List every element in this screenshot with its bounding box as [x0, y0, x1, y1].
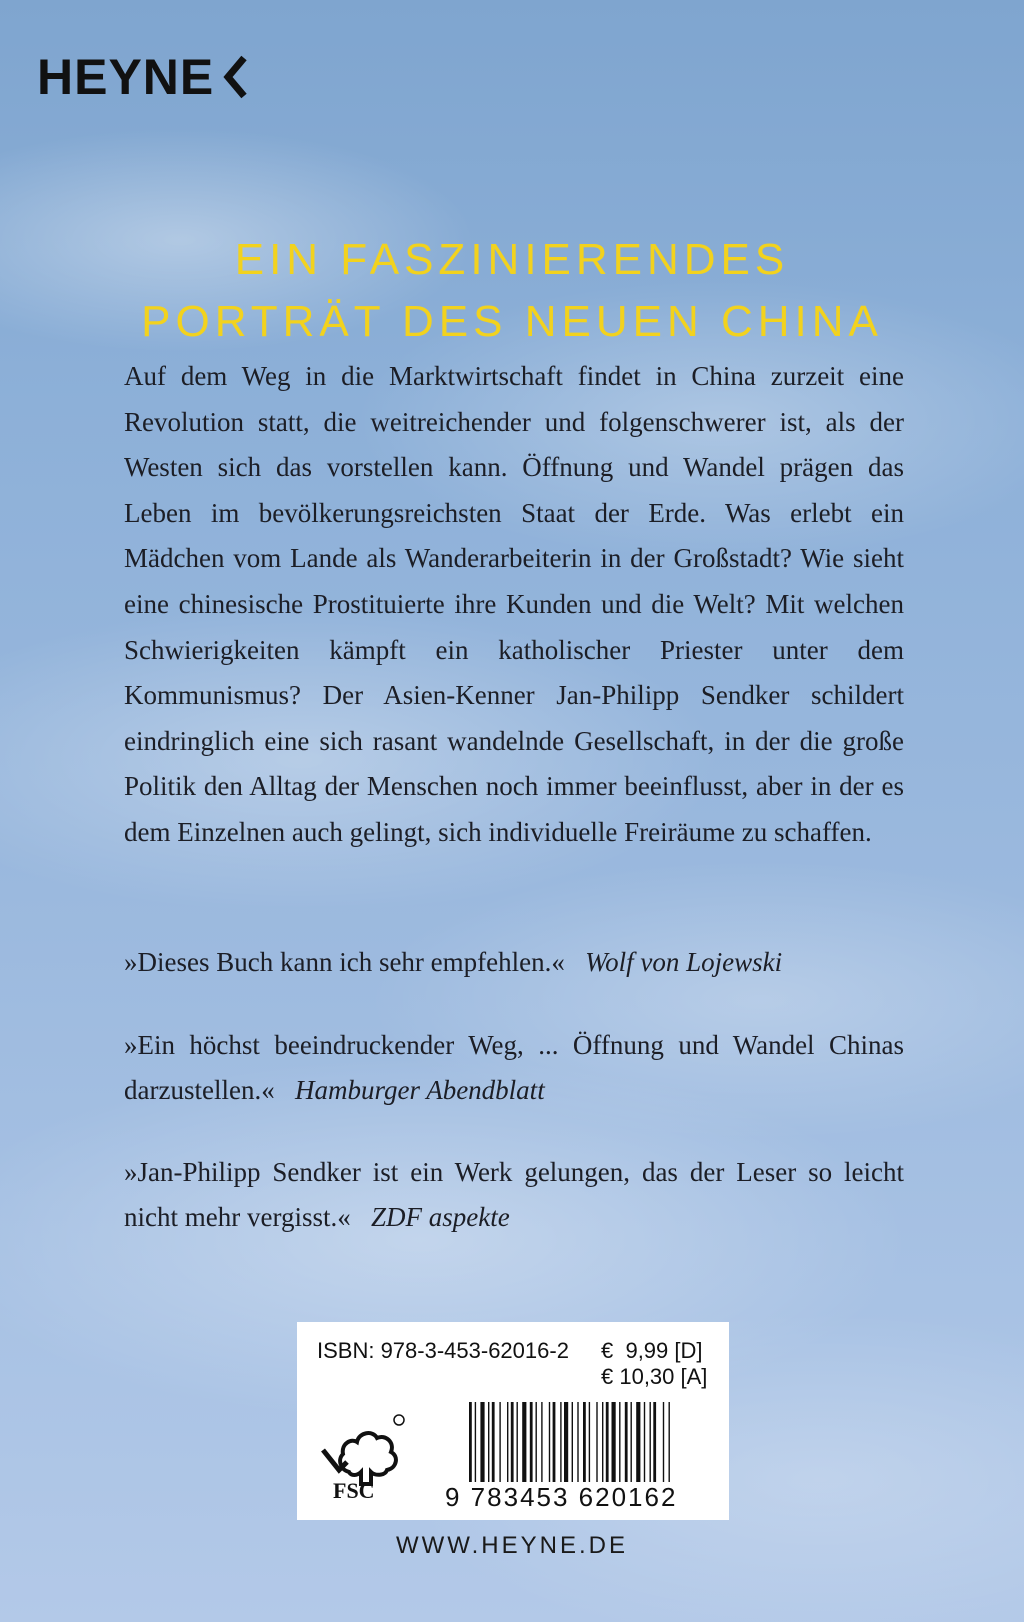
- chevron-left-icon: [220, 52, 248, 102]
- barcode-bar: [625, 1402, 628, 1482]
- barcode-bar: [602, 1402, 603, 1482]
- barcode-bar: [507, 1402, 508, 1482]
- barcode-bar: [589, 1402, 590, 1482]
- headline-line-1: EIN FASZINIERENDES: [234, 235, 790, 285]
- barcode-bar: [480, 1402, 484, 1482]
- price-germany: € 9,99 [D]: [601, 1338, 703, 1363]
- barcode-bar: [499, 1402, 500, 1482]
- quote-text: »Jan-Philipp Sendker ist ein Werk gelungen, das der Leser so leicht nicht mehr vergisst.«: [124, 1157, 904, 1232]
- quote-text: »Ein höchst beeindruckender Weg, ... Öffnung und Wandel Chinas darzustellen.«: [124, 1030, 904, 1105]
- barcode-bar: [475, 1402, 476, 1482]
- fsc-label: FSC: [333, 1478, 375, 1503]
- barcode-bar: [612, 1402, 616, 1482]
- barcode-bar: [669, 1402, 670, 1482]
- barcode-bar: [644, 1402, 645, 1482]
- headline: [0, 229, 1024, 353]
- barcode-bar: [619, 1402, 620, 1482]
- quote-text: »Dieses Buch kann ich sehr empfehlen.«: [124, 947, 565, 977]
- barcode-bar: [541, 1402, 542, 1482]
- barcode-bar: [492, 1402, 495, 1482]
- barcode-bar: [577, 1402, 578, 1482]
- publisher-logo: [37, 49, 248, 105]
- barcode-bars: [469, 1402, 719, 1482]
- barcode-bar: [517, 1402, 518, 1482]
- barcode-bar: [553, 1402, 556, 1482]
- barcode-bar: [636, 1402, 640, 1482]
- barcode-bar: [488, 1402, 489, 1482]
- barcode-panel: [297, 1322, 729, 1520]
- barcode-bar: [606, 1402, 609, 1482]
- barcode-bar: [530, 1402, 533, 1482]
- quote-source: ZDF aspekte: [370, 1202, 510, 1232]
- headline-line-2: PORTRÄT DES NEUEN CHINA: [141, 297, 883, 347]
- price-austria: € 10,30 [A]: [601, 1364, 708, 1389]
- quote-source: Wolf von Lojewski: [585, 947, 783, 977]
- barcode-bar: [469, 1402, 472, 1482]
- barcode-bar: [511, 1402, 514, 1482]
- barcode-bar: [583, 1402, 586, 1482]
- review-quote: [124, 1150, 904, 1240]
- barcode-bar: [522, 1402, 526, 1482]
- barcode-bar: [549, 1402, 550, 1482]
- barcode-bar: [631, 1402, 632, 1482]
- barcode-bar: [564, 1402, 568, 1482]
- barcode-bar: [536, 1402, 537, 1482]
- isbn-text: ISBN: 978-3-453-62016-2: [317, 1338, 569, 1363]
- publisher-url: WWW.HEYNE.DE: [396, 1532, 628, 1559]
- publisher-name: HEYNE: [37, 49, 215, 105]
- barcode-bar: [572, 1402, 573, 1482]
- ean-number: 9 783453 620162: [445, 1482, 678, 1512]
- barcode-bar: [560, 1402, 561, 1482]
- barcode-bar: [596, 1402, 597, 1482]
- blurb-text: Auf dem Weg in die Marktwirtschaft findet in China zurzeit eine Revolution statt, die weitreichender und folgenschwerer ist, als der Westen sich das vorstellen kann. Öffnung und Wandel prägen das Leben im bevölkerungsreichsten Staat der Erde. Was erlebt ein Mädchen vom Lande als Wanderarbeiterin in der Großstadt? Wie sieht eine chinesische Prostituierte ihre Kunden und die Welt? Mit welchen Schwierigkeiten kämpft ein katholischer Priester unter dem Kommunismus? Der Asien-Kenner Jan-Philipp Sendker schildert eindringlich eine sich rasant wandelnde Gesellschaft, in der die große Politik den Alltag der Menschen noch immer beeinflusst, aber in der es dem Einzelnen auch gelingt, sich individuelle Freiräume zu schaffen.: [124, 361, 904, 847]
- review-quote: [124, 940, 904, 985]
- quote-source: Hamburger Abendblatt: [294, 1075, 545, 1105]
- barcode-bar: [663, 1402, 664, 1482]
- review-quote: [124, 1023, 904, 1113]
- barcode-bar: [650, 1402, 651, 1482]
- barcode-bar: [653, 1402, 656, 1482]
